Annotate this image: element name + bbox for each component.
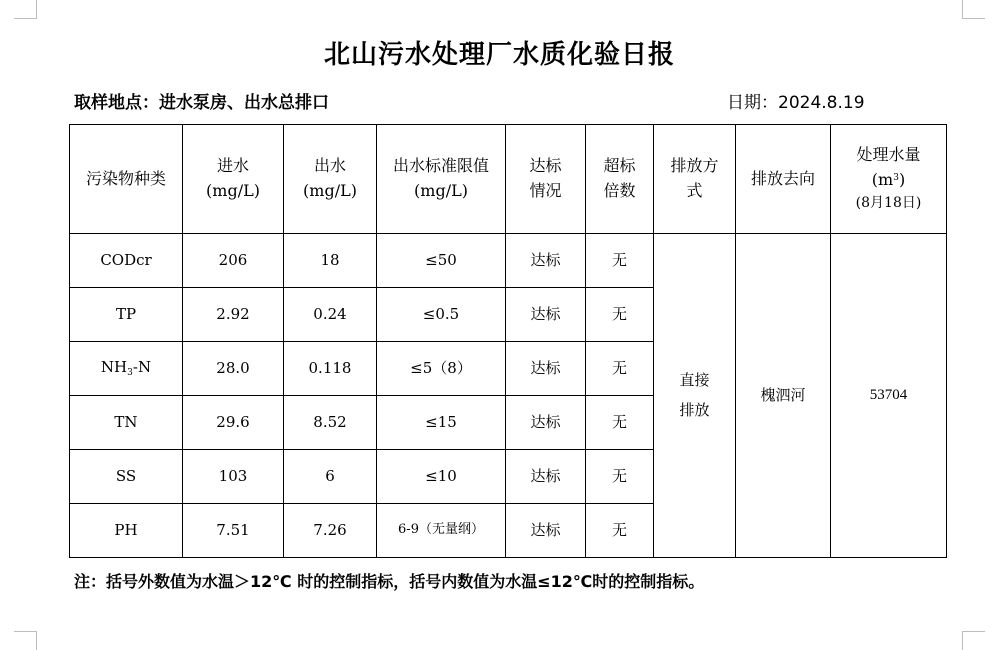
cell-pollutant: PH (70, 504, 183, 558)
header-outflow: 出水 (mg/L) (284, 125, 377, 234)
cell-pollutant: CODcr (70, 234, 183, 288)
header-volume: 处理水量 $(m^3)$ (8月18日) (831, 125, 947, 234)
water-quality-table (69, 124, 947, 558)
report-title: 北山污水处理厂水质化验日报 (323, 40, 675, 70)
cell-limit: ≤50 (377, 234, 506, 288)
header-inflow: 进水 (mg/L) (183, 125, 284, 234)
cell-inflow: 28.0 (183, 342, 284, 396)
cell-discharge-destination: 槐泗河 (736, 234, 831, 558)
cell-exceed: 无 (586, 450, 654, 504)
cell-limit: ≤5（8） (377, 342, 506, 396)
cell-inflow: 2.92 (183, 288, 284, 342)
cell-outflow: 7.26 (284, 504, 377, 558)
cell-inflow: 206 (183, 234, 284, 288)
cell-pollutant: TP (70, 288, 183, 342)
cell-status: 达标 (506, 342, 586, 396)
cell-status: 达标 (506, 234, 586, 288)
cell-outflow: 0.24 (284, 288, 377, 342)
footnote: 注：括号外数值为水温＞12℃ 时的控制指标，括号内数值为水温≤12℃时的控制指标。 (74, 572, 705, 591)
cell-status: 达标 (506, 288, 586, 342)
header-discharge-method: 排放方 式 (654, 125, 736, 234)
cell-pollutant: $NH_3-N$ (70, 342, 183, 396)
cell-status: 达标 (506, 396, 586, 450)
header-compliance: 达标 情况 (506, 125, 586, 234)
cell-limit: ≤0.5 (377, 288, 506, 342)
cell-outflow: 6 (284, 450, 377, 504)
crop-mark-top-left (14, 0, 37, 19)
cell-limit: 6-9（无量纲） (377, 504, 506, 558)
header-pollutant: 污染物种类 (70, 125, 183, 234)
header-discharge-destination: 排放去向 (736, 125, 831, 234)
cell-discharge-method: 直接 排放 (654, 234, 736, 558)
cell-exceed: 无 (586, 342, 654, 396)
cell-inflow: 103 (183, 450, 284, 504)
sampling-location: 取样地点：进水泵房、出水总排口 (74, 93, 329, 113)
report-date: 日期：2024.8.19 (727, 93, 865, 113)
crop-mark-bottom-right (962, 631, 985, 650)
cell-inflow: 29.6 (183, 396, 284, 450)
cell-outflow: 18 (284, 234, 377, 288)
cell-outflow: 0.118 (284, 342, 377, 396)
cell-exceed: 无 (586, 396, 654, 450)
table-row (70, 234, 947, 288)
cell-limit: ≤10 (377, 450, 506, 504)
header-limit: 出水标准限值 (mg/L) (377, 125, 506, 234)
crop-mark-top-right (962, 0, 985, 19)
crop-mark-bottom-left (14, 631, 37, 650)
cell-inflow: 7.51 (183, 504, 284, 558)
cell-status: 达标 (506, 504, 586, 558)
cell-status: 达标 (506, 450, 586, 504)
cell-exceed: 无 (586, 288, 654, 342)
cell-pollutant: SS (70, 450, 183, 504)
cell-exceed: 无 (586, 234, 654, 288)
table-header-row (70, 125, 947, 234)
cell-volume: 53704 (831, 234, 947, 558)
cell-exceed: 无 (586, 504, 654, 558)
cell-limit: ≤15 (377, 396, 506, 450)
header-exceed: 超标 倍数 (586, 125, 654, 234)
cell-pollutant: TN (70, 396, 183, 450)
cell-outflow: 8.52 (284, 396, 377, 450)
